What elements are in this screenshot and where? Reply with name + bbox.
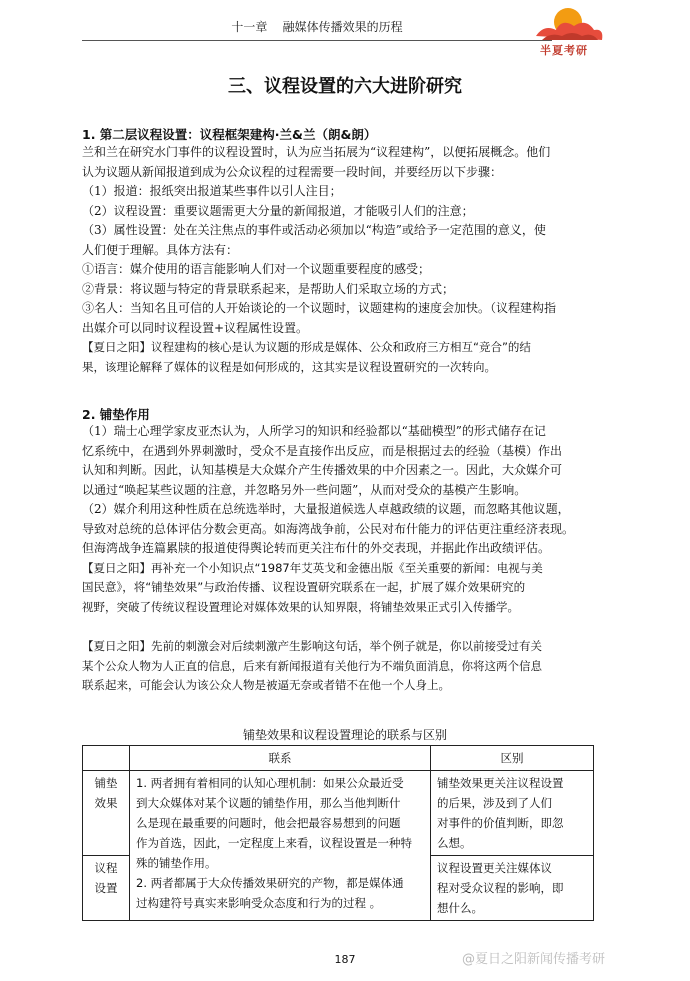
note-line: 联系起来，可能会认为该公众人物是被逼无奈或者错不在他一个人身上。 <box>82 678 450 692</box>
text-line: 兰和兰在研究水门事件的议程设置时，认为应当拓展为“议程建构”，以便拓展概念。他们 <box>82 145 551 159</box>
page-number: 187 <box>334 953 356 966</box>
text-line: 认知和判断。因此，认知基模是大众媒介产生传播效果的中介因素之一。因此，大众媒介可 <box>82 463 563 477</box>
running-header <box>82 18 552 35</box>
column-header-qubie: 区别 <box>431 746 594 771</box>
row-header-yicheng: 议程 设置 <box>83 856 130 921</box>
section-2-body <box>82 422 594 617</box>
text-line: （3）属性设置：处在关注焦点的事件或活动必须加以“构造”或给予一定范围的意义，使 <box>82 223 546 237</box>
section-1-body <box>82 143 594 377</box>
note-line: 【夏日之阳】再补充一个小知识点“1987年艾英戈和金德出版《至关重要的新闻：电视与美 <box>82 560 543 575</box>
text-line: 人们便于理解。具体方法有： <box>82 242 239 257</box>
chapter-number: 十一章 <box>231 20 268 34</box>
section-heading-2: 2. 铺垫作用 <box>82 407 150 422</box>
table-row <box>83 771 594 856</box>
table-corner-cell <box>83 746 130 771</box>
note-line: 国民意》，将“铺垫效果”与政治传播、议程设置研究联系在一起，扩展了媒介效果研究的 <box>82 580 526 594</box>
note-line: 【夏日之阳】议程建构的核心是认为议题的形成是媒体、公众和政府三方相互“竞合”的结 <box>82 340 531 354</box>
qubie-cell-yicheng: 议程设置更关注媒体议 程对受众议程的影响，即 想什么。 <box>431 856 594 921</box>
watermark: @夏日之阳新闻传播考研 <box>462 952 606 967</box>
section-heading-1: 1. 第二层议程设置：议程框架建构·兰&兰（朗&朗） <box>82 127 377 142</box>
section-2-note-2 <box>82 637 594 696</box>
text-line: 认为议题从新闻报道到成为公众议程的过程需要一段时间，并要经历以下步骤： <box>82 164 503 179</box>
lianxi-cell: 1. 两者拥有着相同的认知心理机制：如果公众最近受 到大众媒体对某个议题的铺垫作用，那么当他判断什 么是现在最重要的问题时，他会把最容易想到的问题 作为首选，因此，一定程度上来看，议程设置是一种特 殊的铺垫作用。 2. 两者都属于大众传播效果研究的产物，都是媒体通 过构建符号真实来影响受众态度和行为的过程 。 <box>130 771 431 921</box>
text-line: 出媒介可以同时议程设置+议程属性设置。 <box>82 320 309 335</box>
text-line: 导致对总统的总体评估分数会更高。如海湾战争前，公民对布什能力的评估更注重经济表现。 <box>82 521 575 536</box>
table-header-row <box>83 746 594 771</box>
page-title: 三、议程设置的六大进阶研究 <box>228 76 462 97</box>
note-line: 视野，突破了传统议程设置理论对媒体效果的认知界限，将铺垫效果正式引入传播学。 <box>82 599 519 614</box>
logo-text: 半夏考研 <box>540 44 588 57</box>
column-header-lianxi: 联系 <box>130 746 431 771</box>
text-line: ②背景：将议题与特定的背景联系起来，是帮助人们采取立场的方式； <box>82 281 455 296</box>
qubie-cell-pudian: 铺垫效果更关注议程设置 的后果，涉及到了人们 对事件的价值判断，即忽 么想。 <box>431 771 594 856</box>
text-line: （2）议程设置：重要议题需更大分量的新闻报道，才能吸引人们的注意； <box>82 203 474 218</box>
text-line: （1）瑞士心理学家皮亚杰认为，人所学习的知识和经验都以“基础模型”的形式储存在记 <box>82 424 546 438</box>
text-line: （2）媒介利用这种性质在总统选举时，大量报道候选人卓越政绩的议题，而忽略其他议题， <box>82 502 570 516</box>
chapter-title: 融媒体传播效果的历程 <box>282 20 403 34</box>
header-rule <box>82 40 552 41</box>
note-line: 【夏日之阳】先前的刺激会对后续刺激产生影响这句话，举个例子就是，你以前接受过有关 <box>82 639 542 653</box>
text-line: （1）报道：报纸突出报道某些事件以引人注目； <box>82 184 342 198</box>
row-header-pudian: 铺垫 效果 <box>83 771 130 856</box>
comparison-table <box>82 745 594 921</box>
text-line: ①语言：媒介使用的语言能影响人们对一个议题重要程度的感受； <box>82 262 431 276</box>
text-line: 忆系统中，在遇到外界刺激时，受众不是直接作出反应，而是根据过去的经验（基模）作出 <box>82 443 563 458</box>
table-caption: 铺垫效果和议程设置理论的联系与区别 <box>242 728 447 742</box>
text-line: 但海湾战争连篇累牍的报道使得舆论转而更关注布什的外交表现，并据此作出政绩评估。 <box>82 541 551 555</box>
text-line: ③名人：当知名且可信的人开始谈论的一个议题时，议题建构的速度会加快。（议程建构指 <box>82 301 557 315</box>
text-line: 以通过“唤起某些议题的注意，并忽略另外一些问题”，从而对受众的基模产生影响。 <box>82 482 527 497</box>
note-line: 果，该理论解释了媒体的议程是如何形成的，这其实是议程设置研究的一次转向。 <box>82 359 496 374</box>
note-line: 某个公众人物为人正直的信息，后来有新闻报道有关他行为不端负面消息，你将这两个信息 <box>82 658 542 673</box>
